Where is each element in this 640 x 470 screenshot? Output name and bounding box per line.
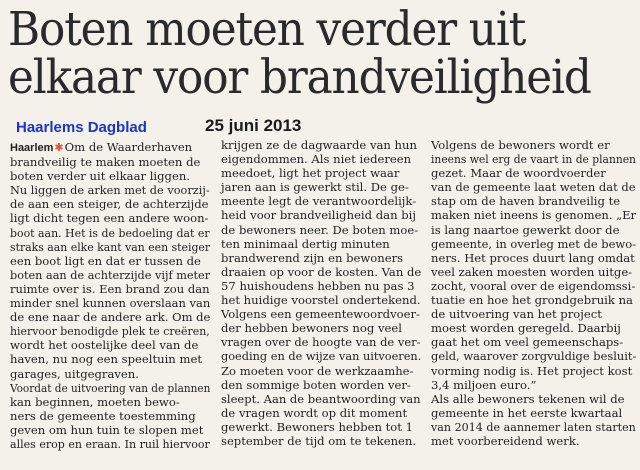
column-line (10, 140, 210, 155)
column-line: zocht, vooral over de eigendomssi- (431, 278, 636, 293)
column-line: goeding en de wijze van uitvoeren. (221, 349, 422, 364)
headline-line-2: elkaar voor brandveiligheid (8, 50, 591, 105)
column-line: Volgens een gemeentewoordvoer- (221, 307, 420, 322)
column-line: de aan een steiger, de achterzijde (10, 197, 209, 212)
column-line: eigendommen. Als niet iedereen (221, 152, 412, 167)
column-line: de uitvoering van het project (431, 307, 602, 322)
column-line: de bewoners neer. De boten moe- (221, 222, 419, 237)
column-line: een boot ligt en dat er tussen de (10, 253, 201, 268)
article-headline (8, 2, 594, 105)
column-line: 57 huishoudens hebben nu pas 3 (221, 278, 415, 293)
column-line: alles erop en eraan. In ruil hiervoor (10, 436, 210, 451)
column-line: Voordat de uitvoering van de plannen (10, 380, 211, 395)
column-line: boot aan. Het is de bedoeling dat er (10, 225, 210, 240)
column-line: boten aan de achterzijde vijf meter (10, 267, 211, 282)
column-line: geven om hun tuin te slopen met (10, 422, 204, 437)
column-line: Volgens de bewoners wordt er (431, 138, 610, 152)
column-line: de vragen wordt op dit moment (221, 405, 408, 420)
column-line: hiervoor benodigde plek te creëren, (10, 324, 210, 339)
column-line: ligt dicht tegen een andere woon- (10, 211, 209, 226)
column-line: den sommige boten worden ver- (221, 377, 411, 392)
column-line: gezet. Maar de woordvoerder (431, 166, 606, 181)
column-line: brandwerend zijn en bewoners (221, 250, 404, 265)
column-line: geld, waarover zorgvuldige besluit- (431, 349, 637, 364)
article-column-3 (431, 138, 636, 448)
column-line: van 2014 de aannemer laten starten (431, 419, 636, 434)
column-line: gaat het om veel gemeenschaps- (431, 335, 624, 350)
column-line: gemeente in het eerste kwartaal (431, 405, 623, 420)
column-line: met voorbereidend werk. (431, 433, 580, 448)
column-line: meente legt de verantwoordelijk- (221, 194, 417, 209)
headline-line-1: Boten moeten verder uit (8, 2, 526, 57)
column-line: ruimte over is. Een brand zou dan (10, 281, 210, 296)
column-line: Nu liggen de arken met de voorzij- (10, 183, 210, 198)
column-line: ineens wel erg de vaart in de plannen (431, 152, 636, 167)
column-line: Zo moeten voor de werkzaamhe- (221, 363, 414, 378)
column-line: veel zaken moesten worden uitge- (431, 264, 633, 279)
column-line: ners de gemeente toestemming (10, 408, 196, 423)
column-line: minder snel kunnen overslaan van (10, 296, 211, 311)
column-line: ten minimaal dertig minuten (221, 236, 390, 251)
column-line: Als alle bewoners tekenen wil de (431, 391, 625, 406)
column-line: der hebben bewoners nog veel (221, 321, 402, 336)
column-line: maken niet ineens is genomen. „Er (431, 208, 637, 223)
column-line: 3,4 miljoen euro.” (431, 377, 537, 392)
column-line: jaren aan is gewerkt stil. De ge- (221, 180, 409, 195)
column-line: heid voor brandveiligheid dan bij (221, 208, 416, 223)
column-line-text: Om de Waarderhaven (64, 140, 193, 154)
column-line: meedoet, ligt het project waar (221, 166, 400, 181)
column-line: wordt het oostelijke deel van de (10, 338, 199, 353)
column-line: gewerkt. Bewoners hebben tot 1 (221, 419, 413, 434)
column-line: tuatie en hoe het grondgebruik na (431, 293, 633, 308)
asterisk-icon: ✱ (54, 141, 64, 154)
column-line: garages, uitgegraven. (10, 366, 139, 381)
column-line: ners. Het proces duurt lang omdat (431, 250, 635, 265)
column-line: van de gemeente laat weten dat de (431, 180, 636, 195)
column-line: september de tijd om te tekenen. (221, 433, 417, 448)
column-line: is lang naartoe gewerkt door de (431, 222, 620, 237)
dateline: Haarlem (10, 142, 54, 154)
article-column-2 (221, 138, 421, 448)
column-line: moest worden geregeld. Daarbij (431, 321, 621, 336)
article-column-1 (10, 140, 210, 451)
column-line: straks aan elke kant van een steiger (10, 239, 211, 254)
column-line: vorming nodig is. Het project kost (431, 363, 633, 378)
column-line: krijgen ze de dagwaarde van hun (221, 138, 417, 152)
column-line: stap om de haven brandveilig te (431, 194, 621, 209)
column-line: gemeente, in overleg met de bewo- (431, 236, 637, 251)
column-line: haven, nu nog een speeltuin met (10, 352, 202, 367)
column-line: het huidige voorstel ondertekend. (221, 293, 421, 308)
publication-date: 25 juni 2013 (205, 116, 302, 135)
column-line: boten verder uit elkaar liggen. (10, 169, 190, 184)
column-line: sleept. Aan de beantwoording van (221, 391, 421, 406)
newspaper-source: Haarlems Dagblad (16, 119, 147, 136)
column-line: draaien op voor de kosten. Van de (221, 264, 422, 279)
column-line: kan beginnen, moeten bewo- (10, 394, 180, 409)
column-line: de ene naar de andere ark. Om de (10, 310, 211, 325)
column-line: brandveilig te maken moeten de (10, 155, 201, 170)
column-line: vragen over de hoogte van de ver- (221, 335, 421, 350)
